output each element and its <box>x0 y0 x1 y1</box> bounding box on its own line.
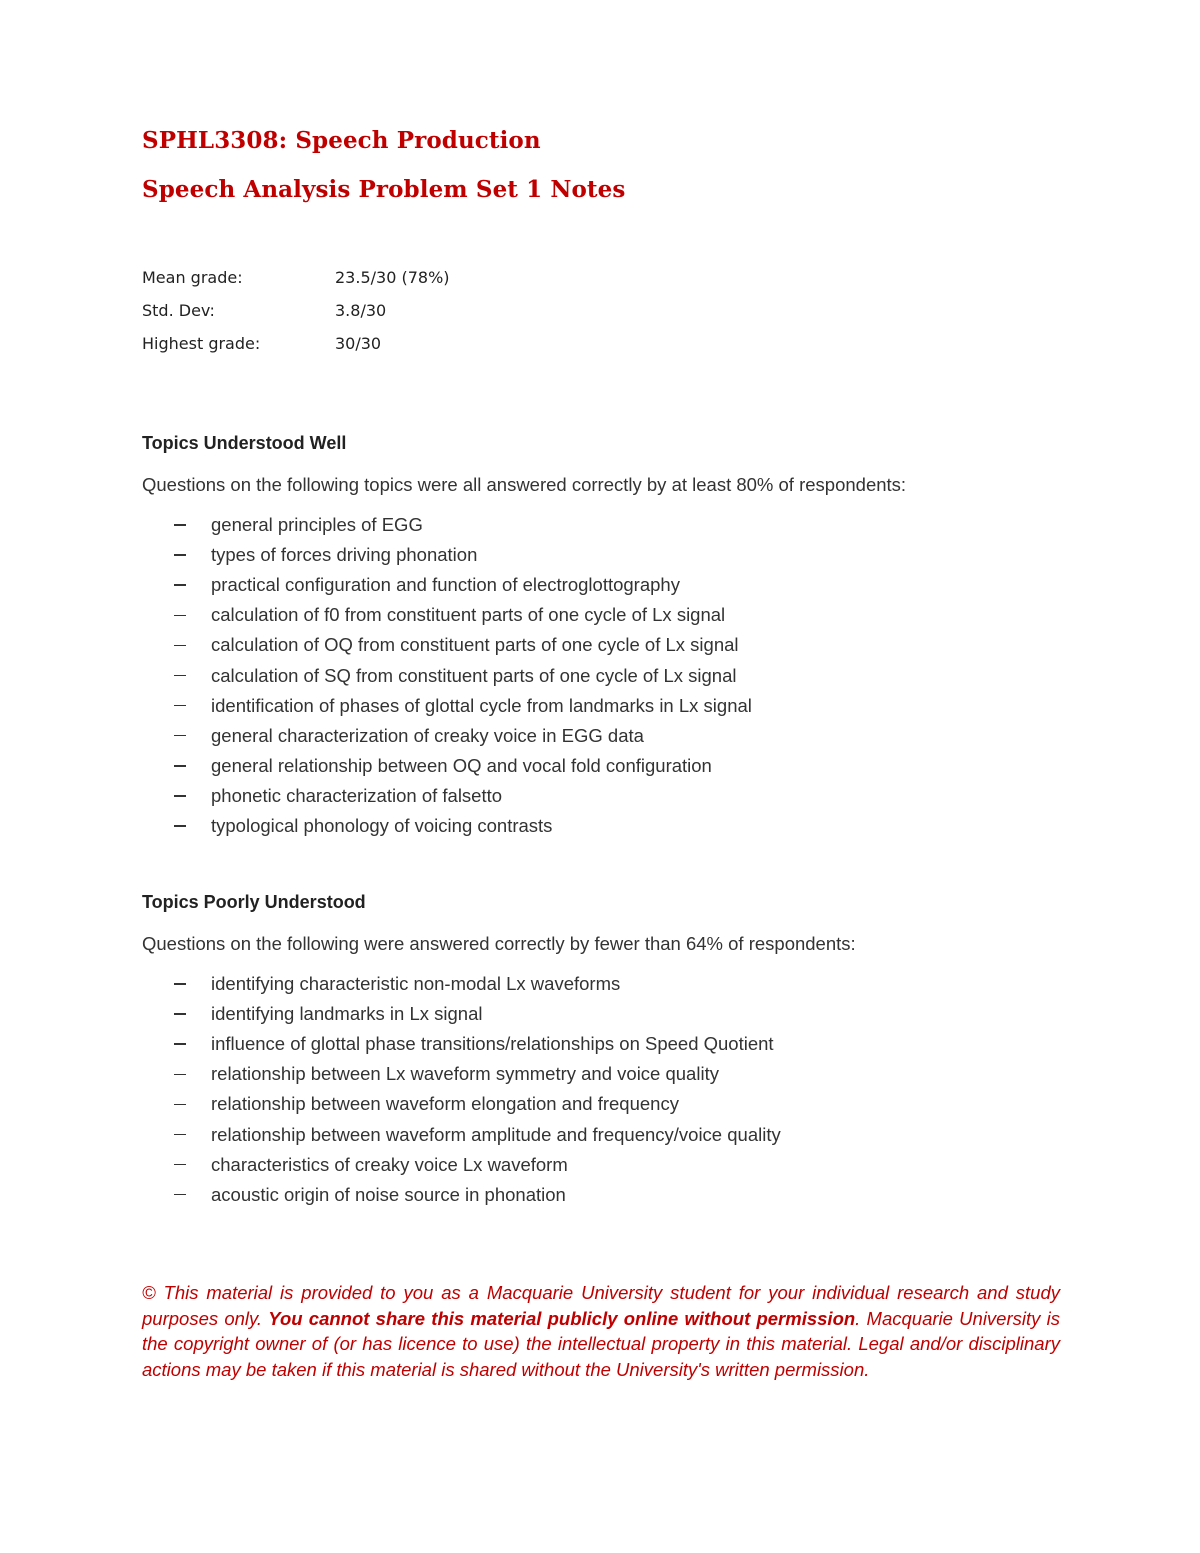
stat-value: 23.5/30 (78%) <box>335 268 450 287</box>
list-item <box>142 600 752 630</box>
list-item <box>142 1150 781 1180</box>
dash-bullet <box>174 705 186 707</box>
copyright-warning: You cannot share this material publicly online without permission <box>268 1307 856 1329</box>
dash-bullet <box>174 1013 186 1015</box>
list-item-text: general relationship between OQ and vocal fold configuration <box>211 754 712 776</box>
grade-statistics <box>142 261 450 360</box>
list-item-text: influence of glottal phase transitions/relationships on Speed Quotient <box>211 1033 774 1055</box>
list-item <box>142 570 752 600</box>
stat-row-std-dev <box>142 294 450 327</box>
poorly-understood-intro: Questions on the following were answered correctly by fewer than 64% of respondents: <box>142 933 856 954</box>
list-item-text: relationship between waveform amplitude and frequency/voice quality <box>211 1123 781 1145</box>
list-item <box>142 1089 781 1119</box>
dash-bullet <box>174 615 186 617</box>
well-understood-heading: Topics Understood Well <box>142 433 347 453</box>
list-item-text: relationship between Lx waveform symmetry and voice quality <box>211 1063 719 1085</box>
stat-row-highest <box>142 327 450 360</box>
dash-bullet <box>174 584 186 586</box>
list-item-text: general characterization of creaky voice in EGG data <box>211 724 644 746</box>
dash-bullet <box>174 735 186 737</box>
dash-bullet <box>174 1104 186 1106</box>
list-item-text: general principles of EGG <box>211 514 423 536</box>
dash-bullet <box>174 983 186 985</box>
list-item-text: phonetic characterization of falsetto <box>211 784 503 806</box>
list-item-text: acoustic origin of noise source in phonation <box>211 1183 566 1205</box>
stat-label: Mean grade: <box>142 268 243 287</box>
poorly-understood-heading: Topics Poorly Understood <box>142 892 366 912</box>
dash-bullet <box>174 675 186 677</box>
document-title: Speech Analysis Problem Set 1 Notes <box>142 176 626 203</box>
list-item <box>142 630 752 660</box>
stat-label: Highest grade: <box>142 334 261 353</box>
list-item <box>142 721 752 751</box>
copyright-text-end: . Macquarie University is the copyright owner of (or has licence to use) the intellectual property in this material. Legal and/or disciplinary actions may be taken if this material is shared without the University's written permission. <box>142 1307 1060 1380</box>
list-item <box>142 811 752 841</box>
dash-bullet <box>174 765 186 767</box>
list-item <box>142 660 752 690</box>
dash-bullet <box>174 1043 186 1045</box>
list-item-text: identifying characteristic non-modal Lx waveforms <box>211 973 621 995</box>
list-item-text: identifying landmarks in Lx signal <box>211 1003 483 1025</box>
list-item <box>142 1119 781 1149</box>
dash-bullet <box>174 524 186 526</box>
dash-bullet <box>174 795 186 797</box>
dash-bullet <box>174 1134 186 1136</box>
list-item-text: relationship between waveform elongation and frequency <box>211 1093 679 1115</box>
poorly-understood-list <box>142 969 781 1210</box>
list-item <box>142 1180 781 1210</box>
well-understood-list <box>142 510 752 841</box>
list-item <box>142 1059 781 1089</box>
dash-bullet <box>174 1164 186 1166</box>
stat-row-mean <box>142 261 450 294</box>
copyright-notice <box>142 1280 1060 1382</box>
list-item <box>142 510 752 540</box>
dash-bullet <box>174 554 186 556</box>
dash-bullet <box>174 1074 186 1076</box>
list-item-text: typological phonology of voicing contrasts <box>211 814 553 836</box>
list-item <box>142 691 752 721</box>
list-item-text: practical configuration and function of electroglottography <box>211 574 680 596</box>
list-item <box>142 999 781 1029</box>
course-title: SPHL3308: Speech Production <box>142 127 541 154</box>
list-item-text: types of forces driving phonation <box>211 544 478 566</box>
list-item <box>142 1029 781 1059</box>
list-item-text: calculation of OQ from constituent parts of one cycle of Lx signal <box>211 634 739 656</box>
list-item <box>142 751 752 781</box>
stat-value: 30/30 <box>335 334 382 353</box>
stat-value: 3.8/30 <box>335 301 387 320</box>
dash-bullet <box>174 825 186 827</box>
list-item-text: identification of phases of glottal cycle from landmarks in Lx signal <box>211 694 752 716</box>
list-item <box>142 969 781 999</box>
list-item <box>142 781 752 811</box>
list-item-text: characteristics of creaky voice Lx waveform <box>211 1153 568 1175</box>
dash-bullet <box>174 645 186 647</box>
copyright-text-start: © This material is provided to you as a Macquarie University student for your individual research and study purposes only. <box>142 1282 1060 1329</box>
list-item <box>142 540 752 570</box>
list-item-text: calculation of SQ from constituent parts of one cycle of Lx signal <box>211 664 737 686</box>
well-understood-intro: Questions on the following topics were all answered correctly by at least 80% of respondents: <box>142 474 907 495</box>
list-item-text: calculation of f0 from constituent parts of one cycle of Lx signal <box>211 604 726 626</box>
dash-bullet <box>174 1194 186 1196</box>
stat-label: Std. Dev: <box>142 301 215 320</box>
